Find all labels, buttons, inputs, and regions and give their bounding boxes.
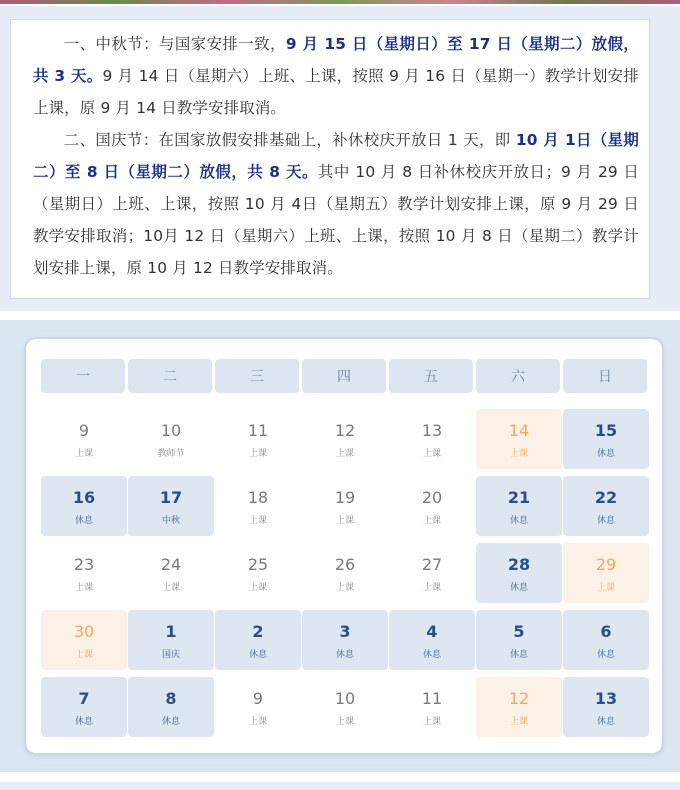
calendar-day-cell: [302, 409, 388, 469]
calendar-day-cell: [302, 476, 388, 536]
day-number: 1: [165, 622, 177, 641]
calendar-day-cell: [476, 409, 562, 469]
calendar-day-cell: [128, 476, 214, 536]
weekday-header-5: 五: [389, 359, 473, 393]
day-number: 24: [160, 555, 182, 574]
weekday-header-2: 二: [128, 359, 212, 393]
day-number: 7: [78, 689, 90, 708]
day-number: 25: [247, 555, 269, 574]
mid-autumn-paragraph: [33, 28, 639, 124]
day-number: 28: [507, 555, 531, 574]
day-status-label: 休息: [335, 650, 354, 660]
day-number: 13: [421, 421, 443, 440]
day-status-label: 休息: [509, 650, 528, 660]
highlight-text: 10 月 1日（星期二）至 8 日（星期二）放假，共 8 天。: [33, 131, 639, 181]
calendar-day-cell: [476, 476, 562, 536]
calendar-day-cell: [389, 610, 475, 670]
day-status-label: 休息: [596, 449, 615, 459]
calendar-day-cell: [476, 543, 562, 603]
calendar-card: [26, 339, 662, 753]
day-status-label: 休息: [422, 650, 441, 660]
calendar-day-cell: [302, 677, 388, 737]
day-number: 27: [421, 555, 443, 574]
day-number: 10: [160, 421, 182, 440]
day-number: 20: [421, 488, 443, 507]
day-number: 17: [159, 488, 183, 507]
calendar-day-cell: [41, 677, 127, 737]
day-number: 30: [73, 622, 95, 641]
weekday-header-7: 日: [563, 359, 647, 393]
day-status-label: 上课: [509, 717, 528, 727]
day-status-label: 上课: [335, 583, 354, 593]
day-number: 10: [334, 689, 356, 708]
day-number: 11: [247, 421, 269, 440]
calendar-day-cell: [563, 610, 649, 670]
calendar-day-cell: [476, 610, 562, 670]
day-status-label: 休息: [74, 516, 93, 526]
calendar-day-cell: [41, 476, 127, 536]
day-number: 8: [165, 689, 177, 708]
day-status-label: 上课: [248, 717, 267, 727]
day-number: 29: [595, 555, 617, 574]
calendar-day-cell: [563, 476, 649, 536]
day-number: 11: [421, 689, 443, 708]
day-status-label: 休息: [509, 583, 528, 593]
body-text: 二、国庆节：在国家放假安排基础上，补休校庆开放日 1 天，即: [63, 131, 516, 149]
day-status-label: 上课: [248, 449, 267, 459]
calendar-day-cell: [563, 677, 649, 737]
calendar-day-cell: [389, 543, 475, 603]
day-number: 23: [73, 555, 95, 574]
day-number: 26: [334, 555, 356, 574]
day-status-label: 休息: [596, 516, 615, 526]
day-status-label: 教师节: [157, 449, 185, 459]
day-status-label: 上课: [422, 717, 441, 727]
day-status-label: 上课: [248, 583, 267, 593]
day-number: 3: [339, 622, 351, 641]
weekday-header-row: [41, 359, 650, 393]
weekday-header-3: 三: [215, 359, 299, 393]
calendar-day-cell: [41, 543, 127, 603]
day-number: 22: [594, 488, 618, 507]
header-photo-strip: [0, 0, 680, 4]
body-text: 其中 10 月 8 日补休校庆开放日；9 月 29 日（星期日）上班、上课，按照 10 月 4日（星期五）教学计划安排上课，原 9 月 29 日教学安排取消；10月 12 日（星期六）上班、上课，按照 10 月 8 日（星期二）教学计划安排上课，原 10 月 12 日教学安排取消。: [33, 163, 639, 277]
calendar-day-cell: [215, 677, 301, 737]
day-status-label: 上课: [596, 583, 615, 593]
day-status-label: 上课: [509, 449, 528, 459]
calendar-day-cell: [389, 677, 475, 737]
day-number: 13: [594, 689, 618, 708]
bottom-divider: [0, 782, 680, 790]
body-text: 9 月 14 日（星期六）上班、上课，按照 9 月 16 日（星期一）教学计划安排上课，原 9 月 14 日教学安排取消。: [33, 67, 639, 117]
day-number: 16: [72, 488, 96, 507]
day-status-label: 上课: [335, 717, 354, 727]
day-status-label: 上课: [335, 516, 354, 526]
notice-section: [0, 6, 680, 311]
weekday-header-4: 四: [302, 359, 386, 393]
calendar-day-cell: [302, 543, 388, 603]
national-day-paragraph: [33, 124, 639, 284]
calendar-day-cell: [215, 409, 301, 469]
day-status-label: 休息: [74, 717, 93, 727]
day-status-label: 休息: [596, 650, 615, 660]
calendar-day-cell: [563, 409, 649, 469]
calendar-day-cell: [563, 543, 649, 603]
calendar-day-cell: [128, 409, 214, 469]
day-number: 9: [252, 689, 264, 708]
day-number: 18: [247, 488, 269, 507]
highlight-text: 9 月 15 日（星期日）至 17 日（星期二）放假，共 3 天。: [33, 35, 639, 85]
day-status-label: 上课: [422, 516, 441, 526]
calendar-day-cell: [215, 476, 301, 536]
body-text: 一、中秋节：与国家安排一致，: [63, 35, 286, 53]
day-status-label: 上课: [74, 583, 93, 593]
day-status-label: 休息: [161, 717, 180, 727]
notice-text-box: [10, 19, 650, 299]
day-status-label: 中秋: [161, 516, 180, 526]
calendar-day-cell: [302, 610, 388, 670]
day-status-label: 上课: [422, 449, 441, 459]
day-status-label: 上课: [74, 650, 93, 660]
calendar-day-cell: [41, 409, 127, 469]
day-status-label: 上课: [335, 449, 354, 459]
day-number: 2: [252, 622, 264, 641]
day-status-label: 休息: [248, 650, 267, 660]
calendar-day-cell: [389, 476, 475, 536]
day-number: 21: [507, 488, 531, 507]
day-number: 19: [334, 488, 356, 507]
day-number: 9: [78, 421, 90, 440]
calendar-day-cell: [476, 677, 562, 737]
day-number: 15: [594, 421, 618, 440]
day-number: 6: [600, 622, 612, 641]
day-number: 5: [513, 622, 525, 641]
weekday-header-1: 一: [41, 359, 125, 393]
calendar-day-cell: [128, 677, 214, 737]
calendar-day-cell: [389, 409, 475, 469]
calendar-section: [0, 320, 680, 772]
calendar-day-cell: [128, 610, 214, 670]
day-status-label: 上课: [422, 583, 441, 593]
day-status-label: 上课: [161, 583, 180, 593]
calendar-day-cell: [215, 543, 301, 603]
day-status-label: 上课: [248, 516, 267, 526]
calendar-day-cell: [41, 610, 127, 670]
day-number: 12: [334, 421, 356, 440]
calendar-day-cell: [215, 610, 301, 670]
day-status-label: 休息: [509, 516, 528, 526]
weekday-header-6: 六: [476, 359, 560, 393]
day-status-label: 国庆: [161, 650, 180, 660]
day-number: 14: [508, 421, 530, 440]
calendar-day-cell: [128, 543, 214, 603]
day-status-label: 上课: [74, 449, 93, 459]
day-number: 12: [508, 689, 530, 708]
day-status-label: 休息: [596, 717, 615, 727]
day-number: 4: [426, 622, 438, 641]
